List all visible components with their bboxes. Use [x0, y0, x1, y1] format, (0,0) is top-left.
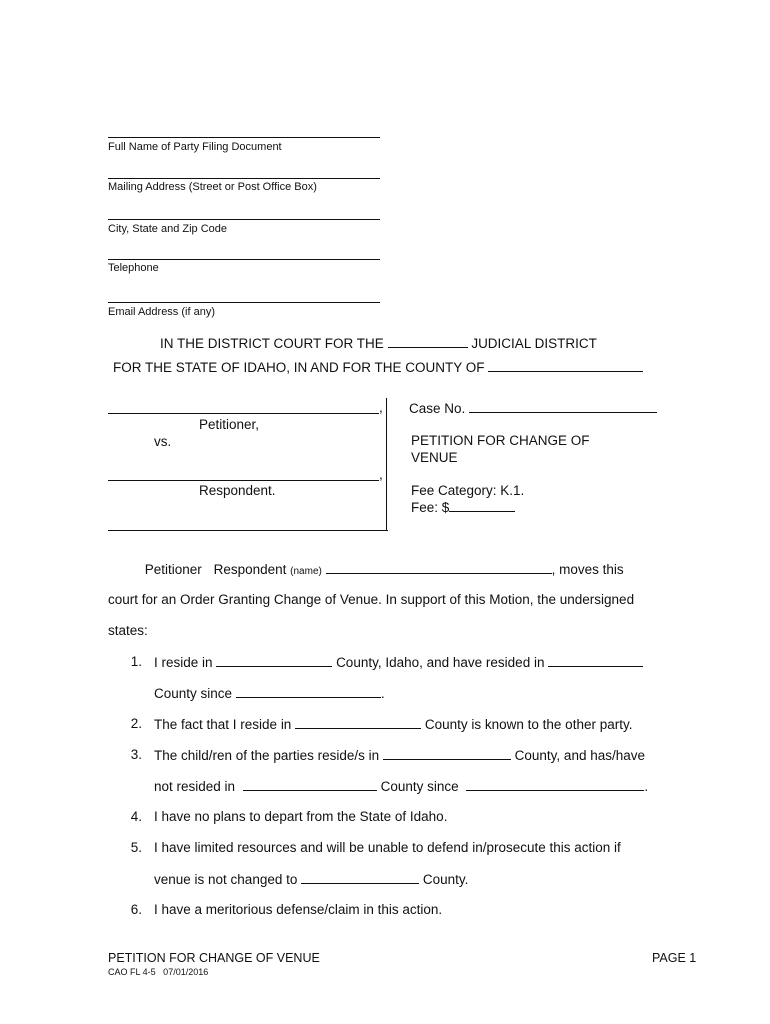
item-number: 3. [130, 747, 142, 762]
mailing-address-label: Mailing Address (Street or Post Office Box) [108, 181, 317, 193]
item-number: 5. [130, 840, 142, 855]
judicial-district-blank[interactable] [388, 335, 468, 348]
petitioner-option-label: Petitioner [144, 562, 202, 577]
fee-amount-field[interactable] [449, 499, 515, 512]
intro-line2: court for an Order Granting Change of Venue. In support of this Motion, the undersigned [108, 592, 635, 607]
telephone-label: Telephone [108, 262, 159, 274]
list-item-continued [154, 778, 648, 794]
court-heading-line2 [113, 359, 643, 375]
city-state-zip-line[interactable] [108, 219, 380, 220]
children-county-field[interactable] [383, 747, 511, 760]
caption-bottom-rule [108, 530, 388, 531]
item-number: 6. [130, 902, 142, 917]
mailing-address-line[interactable] [108, 178, 380, 179]
city-state-zip-label: City, State and Zip Code [108, 223, 228, 235]
item-text: County, and has/have [514, 748, 645, 763]
respondent-comma: , [379, 467, 383, 482]
item-text: venue is not changed to [154, 872, 298, 887]
document-title-line1: PETITION FOR CHANGE OF [411, 433, 590, 448]
name-hint: (name) [290, 566, 322, 577]
item-text: County since [154, 686, 233, 701]
court-heading-suffix: JUDICIAL DISTRICT [471, 336, 597, 351]
case-number-field[interactable] [469, 400, 657, 413]
residence-county-field[interactable] [216, 654, 332, 667]
item-text: . [644, 779, 649, 794]
email-line[interactable] [108, 302, 380, 303]
caption-divider [386, 398, 387, 531]
vs-label: vs. [154, 434, 172, 449]
item-text: County. [422, 872, 469, 887]
item-text: County is known to the other party. [424, 717, 633, 732]
county-heading-prefix: FOR THE STATE OF IDAHO, IN AND FOR THE COUNTY OF [113, 360, 485, 375]
list-item: I have no plans to depart from the State of Idaho. [154, 809, 448, 824]
document-title-line2: VENUE [411, 450, 458, 465]
fee-label: Fee: [411, 500, 439, 515]
item-text: . [380, 686, 385, 701]
moves-this-text: , moves this [551, 562, 624, 577]
item-number: 1. [130, 654, 142, 669]
item-text: County since [380, 779, 459, 794]
petitioner-checkbox[interactable] [131, 564, 141, 574]
fee-dollar: $ [441, 500, 450, 515]
list-item [154, 654, 643, 670]
telephone-line[interactable] [108, 259, 380, 260]
list-item-continued [154, 685, 385, 701]
county-blank[interactable] [488, 359, 643, 372]
item-text: I reside in [154, 655, 213, 670]
petitioner-label: Petitioner, [199, 417, 260, 432]
intro-line3: states: [108, 623, 148, 638]
footer-title: PETITION FOR CHANGE OF VENUE [108, 951, 320, 965]
case-number-row [409, 400, 657, 416]
not-resided-since-field[interactable] [466, 778, 644, 791]
item-number: 4. [130, 809, 142, 824]
respondent-label: Respondent. [199, 483, 276, 498]
court-heading-prefix: IN THE DISTRICT COURT FOR THE [160, 336, 384, 351]
venue-county-field[interactable] [301, 871, 419, 884]
case-number-label: Case No. [409, 401, 466, 416]
item-text: not resided in [154, 779, 236, 794]
respondent-name-line[interactable] [108, 480, 379, 481]
fee-category: Fee Category: K.1. [411, 483, 525, 498]
list-item [154, 716, 632, 732]
known-county-field[interactable] [295, 716, 421, 729]
petitioner-comma: , [379, 400, 383, 415]
item-text: The fact that I reside in [154, 717, 292, 732]
full-name-label: Full Name of Party Filing Document [108, 141, 282, 153]
item-number: 2. [130, 716, 142, 731]
petitioner-name-line[interactable] [108, 413, 379, 414]
intro-line1 [131, 561, 624, 577]
item-text: The child/ren of the parties reside/s in [154, 748, 380, 763]
respondent-checkbox[interactable] [206, 564, 214, 574]
resided-county-field[interactable] [548, 654, 643, 667]
full-name-line[interactable] [108, 137, 380, 138]
list-item: I have limited resources and will be unable to defend in/prosecute this action if [154, 840, 621, 855]
not-resided-county-field[interactable] [243, 778, 377, 791]
respondent-option-label: Respondent [213, 562, 287, 577]
item-text: County, Idaho, and have resided in [336, 655, 545, 670]
filer-name-field[interactable] [326, 561, 552, 574]
fee-row [411, 499, 515, 515]
court-heading-line1 [160, 335, 597, 351]
residence-since-field[interactable] [236, 685, 381, 698]
footer-page-number: PAGE 1 [652, 951, 697, 965]
email-label: Email Address (if any) [108, 306, 215, 318]
list-item-continued [154, 871, 468, 887]
list-item: I have a meritorious defense/claim in this action. [154, 902, 443, 917]
footer-form-id: CAO FL 4-5 07/01/2016 [108, 967, 209, 977]
list-item [154, 747, 645, 763]
